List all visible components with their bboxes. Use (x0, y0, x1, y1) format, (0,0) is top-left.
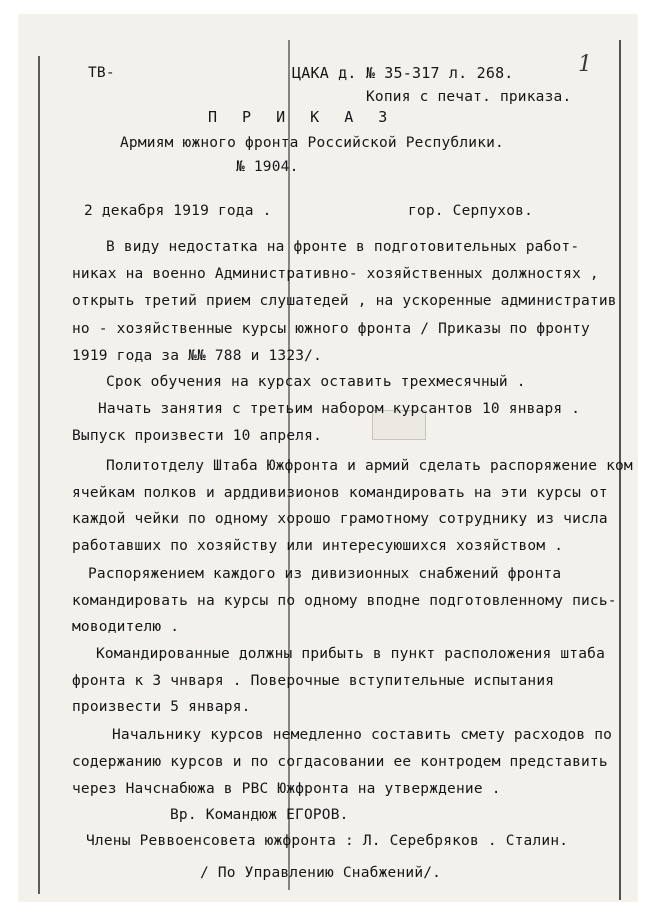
body-line: моводителю . (72, 619, 180, 635)
fold-line-left (38, 56, 40, 894)
signature-supply-department: / По Управлению Снабжений/. (200, 865, 442, 881)
signature-council-members: Члены Реввоенсовета южфронта : Л. Серебряков . Сталин. (86, 833, 569, 849)
body-line: Политотделу Штаба Южфронта и армий сделать распоряжение ком (106, 458, 633, 474)
body-line: открыть третий прием слушатедей , на ускоренные административ (72, 293, 617, 309)
document-place: гор. Серпухов. (408, 203, 534, 219)
body-line: ячейкам полков и арддивизионов командировать на эти курсы от (72, 485, 608, 501)
body-line: командировать на курсы по одному вподне подготовленному пись- (72, 593, 617, 609)
body-line: Начать занятия с третьим набором курсантов 10 января . (98, 401, 581, 417)
signature-commander: Вр. Командюж ЕГОРОВ. (170, 807, 349, 823)
document-code: ТВ- (88, 65, 115, 81)
body-line: Командированные должны прибыть в пункт расположения штаба (96, 646, 605, 662)
document-title: П Р И К А З (208, 108, 396, 126)
document-date: 2 декабря 1919 года . (84, 203, 272, 219)
order-number: № 1904. (236, 159, 299, 175)
body-line: фронта к 3 чнваря . Поверочные вступительные испытания (72, 673, 555, 689)
body-line: содержанию курсов и по согдасовании ее контродем представить (72, 754, 608, 770)
archive-reference: ЦАКА д. № 35-317 л. 268. (292, 64, 514, 82)
copy-note: Копия с печат. приказа. (366, 89, 572, 105)
body-line: каждой чейки по одному хорошо грамотному сотруднику из числа (72, 511, 608, 527)
addressee-line: Армиям южного фронта Российской Республики. (120, 135, 504, 151)
body-line: Выпуск произвести 10 апреля. (72, 428, 323, 444)
body-line: произвести 5 января. (72, 699, 251, 715)
body-line: 1919 года за №№ 788 и 1323/. (72, 348, 323, 364)
body-line: но - хозяйственные курсы южного фронта / Приказы по фронту (72, 321, 590, 337)
body-line: В виду недостатка на фронте в подготовительных работ- (106, 239, 580, 255)
body-line: никах на военно Административно- хозяйственных должностях , (72, 266, 599, 282)
body-line: работавших по хозяйству или интересуюшихся хозяйством . (72, 538, 564, 554)
body-line: Распоряжением каждого из дивизионных снабжений фронта (88, 566, 562, 582)
body-line: Срок обучения на курсах оставить трехмесячный . (106, 374, 526, 390)
handwritten-page-mark: 1 (578, 52, 592, 77)
body-line: через Начснабюжа в РВС Южфронта на утверждение . (72, 781, 501, 797)
body-line: Начальнику курсов немедленно составить смету расходов по (112, 727, 613, 743)
